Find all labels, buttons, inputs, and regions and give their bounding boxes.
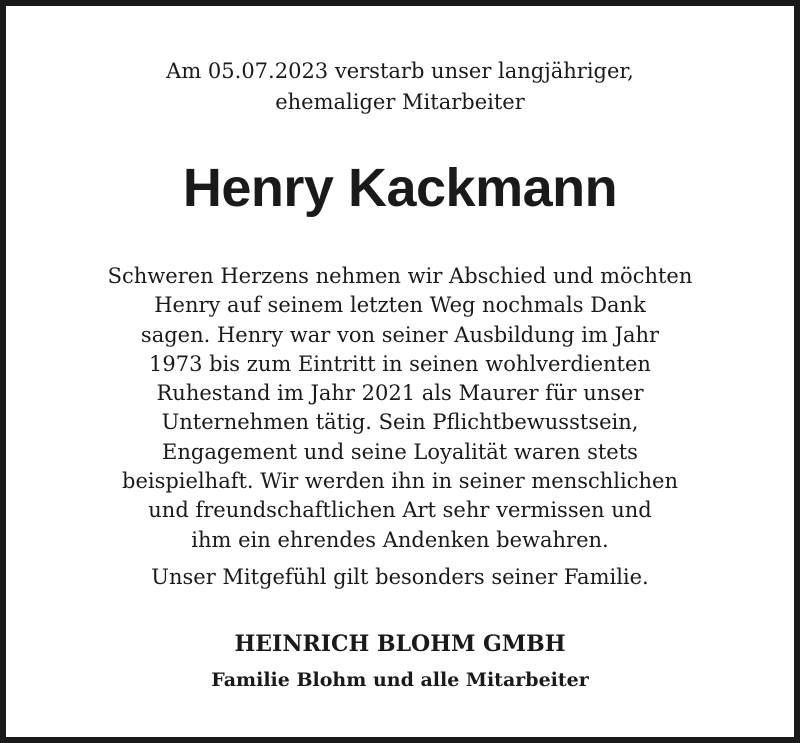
signers-line: Familie Blohm und alle Mitarbeiter (211, 669, 589, 691)
tribute-line: Unternehmen tätig. Sein Pflichtbewusstsein, (161, 410, 639, 435)
tribute-line: Engagement und seine Loyalität waren stets (162, 439, 638, 464)
condolence-line: Unser Mitgefühl gilt besonders seiner Familie. (151, 565, 649, 589)
intro-line: ehemaliger Mitarbeiter (275, 90, 525, 114)
tribute-line: und freundschaftlichen Art sehr vermissen und (148, 498, 652, 523)
company-name: HEINRICH BLOHM GMBH (234, 631, 566, 657)
intro-line: Am 05.07.2023 verstarb unser langjähriger, (166, 59, 634, 83)
deceased-name: Henry Kackmann (182, 158, 618, 218)
tribute-line: beispielhaft. Wir werden ihn in seiner menschlichen (122, 469, 678, 494)
tribute-line: 1973 bis zum Eintritt in seinen wohlverdienten (149, 351, 651, 376)
tribute-line: ihm ein ehrendes Andenken bewahren. (191, 527, 609, 552)
tribute-line: sagen. Henry war von seiner Ausbildung im Jahr (140, 322, 660, 347)
tribute-line: Ruhestand im Jahr 2021 als Maurer für unser (156, 381, 644, 406)
tribute-line: Schweren Herzens nehmen wir Abschied und möchten (107, 264, 693, 288)
intro-text (6, 56, 794, 118)
tribute-text (6, 262, 794, 555)
tribute-line: Henry auf seinem letzten Weg nochmals Dank (154, 293, 646, 318)
